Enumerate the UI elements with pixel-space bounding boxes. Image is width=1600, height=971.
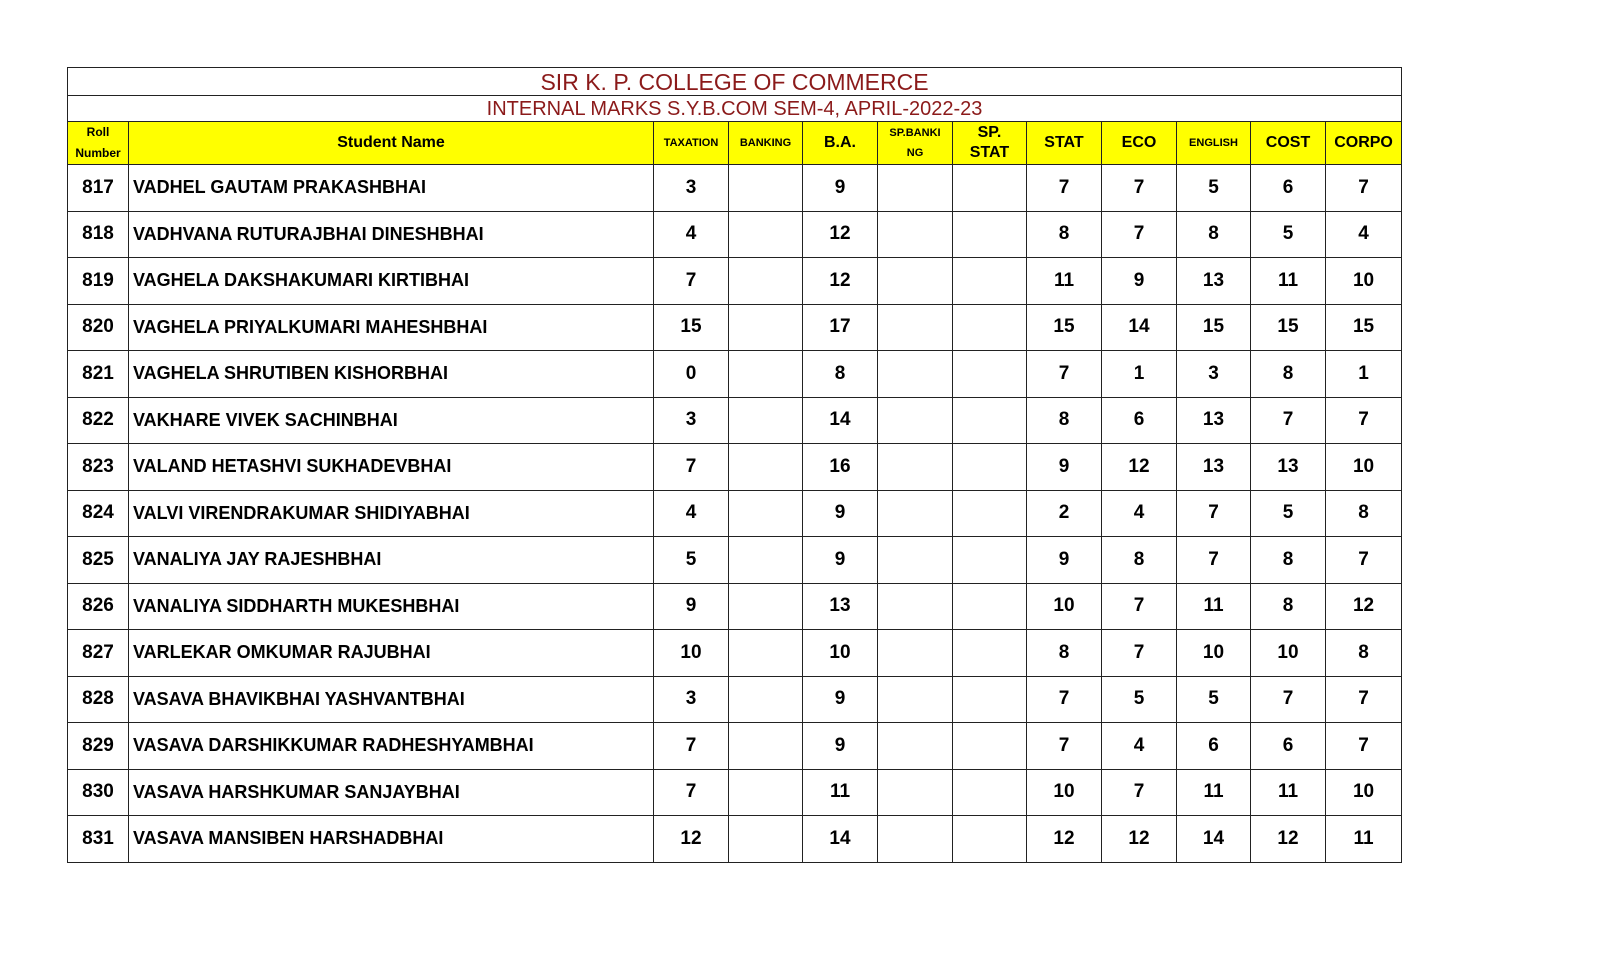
cell-english: 10 <box>1177 630 1251 677</box>
cell-sp-banking <box>878 723 953 770</box>
cell-banking <box>729 444 803 491</box>
cell-ba: 12 <box>803 211 878 258</box>
cell-eco: 6 <box>1102 397 1177 444</box>
cell-cost: 8 <box>1251 351 1326 398</box>
cell-sp-banking <box>878 397 953 444</box>
cell-sp-banking <box>878 444 953 491</box>
cell-cost: 6 <box>1251 165 1326 212</box>
cell-english: 8 <box>1177 211 1251 258</box>
cell-banking <box>729 630 803 677</box>
cell-roll: 820 <box>68 304 129 351</box>
cell-english: 15 <box>1177 304 1251 351</box>
col-header-ba: B.A. <box>803 122 878 165</box>
cell-eco: 7 <box>1102 583 1177 630</box>
cell-corpo: 7 <box>1326 723 1402 770</box>
cell-ba: 9 <box>803 165 878 212</box>
cell-cost: 8 <box>1251 583 1326 630</box>
cell-sp-banking <box>878 769 953 816</box>
cell-stat: 7 <box>1027 165 1102 212</box>
cell-stat: 10 <box>1027 583 1102 630</box>
cell-roll: 830 <box>68 769 129 816</box>
cell-taxation: 9 <box>654 583 729 630</box>
cell-english: 3 <box>1177 351 1251 398</box>
cell-cost: 11 <box>1251 258 1326 305</box>
cell-corpo: 7 <box>1326 397 1402 444</box>
marks-table <box>67 67 1402 863</box>
table-row <box>68 676 1402 723</box>
cell-banking <box>729 676 803 723</box>
cell-ba: 9 <box>803 537 878 584</box>
cell-cost: 7 <box>1251 397 1326 444</box>
table-row <box>68 537 1402 584</box>
cell-ba: 12 <box>803 258 878 305</box>
cell-sp-banking <box>878 583 953 630</box>
table-row <box>68 490 1402 537</box>
cell-roll: 824 <box>68 490 129 537</box>
cell-sp-banking <box>878 676 953 723</box>
cell-ba: 13 <box>803 583 878 630</box>
cell-corpo: 7 <box>1326 165 1402 212</box>
table-row <box>68 630 1402 677</box>
cell-sp-banking <box>878 165 953 212</box>
cell-stat: 8 <box>1027 630 1102 677</box>
cell-corpo: 10 <box>1326 444 1402 491</box>
cell-corpo: 10 <box>1326 769 1402 816</box>
cell-name: VASAVA MANSIBEN HARSHADBHAI <box>129 816 654 863</box>
cell-ba: 9 <box>803 490 878 537</box>
table-row <box>68 723 1402 770</box>
col-header-corpo: CORPO <box>1326 122 1402 165</box>
cell-cost: 8 <box>1251 537 1326 584</box>
cell-taxation: 0 <box>654 351 729 398</box>
cell-taxation: 12 <box>654 816 729 863</box>
cell-name: VADHVANA RUTURAJBHAI DINESHBHAI <box>129 211 654 258</box>
cell-taxation: 3 <box>654 397 729 444</box>
cell-roll: 823 <box>68 444 129 491</box>
cell-taxation: 3 <box>654 676 729 723</box>
cell-stat: 8 <box>1027 211 1102 258</box>
table-row <box>68 258 1402 305</box>
cell-sp-banking <box>878 258 953 305</box>
col-header-student-name: Student Name <box>129 122 654 165</box>
cell-sp-stat <box>953 769 1027 816</box>
cell-english: 11 <box>1177 769 1251 816</box>
cell-banking <box>729 211 803 258</box>
cell-english: 13 <box>1177 258 1251 305</box>
table-row <box>68 304 1402 351</box>
cell-corpo: 1 <box>1326 351 1402 398</box>
cell-english: 5 <box>1177 676 1251 723</box>
cell-eco: 4 <box>1102 490 1177 537</box>
cell-stat: 2 <box>1027 490 1102 537</box>
cell-roll: 827 <box>68 630 129 677</box>
col-header-english: ENGLISH <box>1177 122 1251 165</box>
cell-sp-banking <box>878 490 953 537</box>
college-title: SIR K. P. COLLEGE OF COMMERCE <box>68 68 1402 96</box>
cell-eco: 5 <box>1102 676 1177 723</box>
cell-stat: 9 <box>1027 444 1102 491</box>
cell-cost: 15 <box>1251 304 1326 351</box>
cell-ba: 17 <box>803 304 878 351</box>
cell-corpo: 10 <box>1326 258 1402 305</box>
cell-sp-banking <box>878 211 953 258</box>
cell-name: VAGHELA SHRUTIBEN KISHORBHAI <box>129 351 654 398</box>
cell-name: VAGHELA PRIYALKUMARI MAHESHBHAI <box>129 304 654 351</box>
cell-banking <box>729 304 803 351</box>
cell-sp-stat <box>953 676 1027 723</box>
col-header-banking: BANKING <box>729 122 803 165</box>
cell-sp-banking <box>878 304 953 351</box>
cell-eco: 8 <box>1102 537 1177 584</box>
cell-sp-banking <box>878 537 953 584</box>
cell-roll: 831 <box>68 816 129 863</box>
cell-stat: 7 <box>1027 351 1102 398</box>
cell-ba: 9 <box>803 723 878 770</box>
cell-stat: 8 <box>1027 397 1102 444</box>
cell-english: 13 <box>1177 444 1251 491</box>
cell-taxation: 4 <box>654 490 729 537</box>
cell-corpo: 12 <box>1326 583 1402 630</box>
cell-eco: 7 <box>1102 165 1177 212</box>
cell-roll: 817 <box>68 165 129 212</box>
cell-roll: 826 <box>68 583 129 630</box>
cell-ba: 14 <box>803 397 878 444</box>
cell-banking <box>729 258 803 305</box>
cell-name: VANALIYA JAY RAJESHBHAI <box>129 537 654 584</box>
cell-name: VAGHELA DAKSHAKUMARI KIRTIBHAI <box>129 258 654 305</box>
cell-banking <box>729 537 803 584</box>
cell-roll: 828 <box>68 676 129 723</box>
cell-eco: 7 <box>1102 769 1177 816</box>
cell-english: 14 <box>1177 816 1251 863</box>
table-row <box>68 211 1402 258</box>
cell-english: 13 <box>1177 397 1251 444</box>
cell-corpo: 7 <box>1326 676 1402 723</box>
cell-stat: 15 <box>1027 304 1102 351</box>
cell-corpo: 8 <box>1326 490 1402 537</box>
cell-taxation: 5 <box>654 537 729 584</box>
cell-eco: 14 <box>1102 304 1177 351</box>
cell-sp-stat <box>953 397 1027 444</box>
cell-taxation: 15 <box>654 304 729 351</box>
cell-eco: 1 <box>1102 351 1177 398</box>
cell-eco: 4 <box>1102 723 1177 770</box>
cell-cost: 13 <box>1251 444 1326 491</box>
cell-sp-banking <box>878 630 953 677</box>
cell-taxation: 7 <box>654 444 729 491</box>
cell-sp-stat <box>953 258 1027 305</box>
cell-sp-stat <box>953 490 1027 537</box>
cell-banking <box>729 816 803 863</box>
cell-corpo: 7 <box>1326 537 1402 584</box>
cell-sp-stat <box>953 444 1027 491</box>
cell-roll: 825 <box>68 537 129 584</box>
cell-name: VARLEKAR OMKUMAR RAJUBHAI <box>129 630 654 677</box>
cell-stat: 11 <box>1027 258 1102 305</box>
cell-ba: 11 <box>803 769 878 816</box>
cell-stat: 12 <box>1027 816 1102 863</box>
col-header-eco: ECO <box>1102 122 1177 165</box>
col-header-roll: Roll Number <box>68 122 129 165</box>
cell-cost: 7 <box>1251 676 1326 723</box>
cell-english: 6 <box>1177 723 1251 770</box>
cell-sp-stat <box>953 211 1027 258</box>
cell-ba: 9 <box>803 676 878 723</box>
cell-ba: 14 <box>803 816 878 863</box>
cell-name: VAKHARE VIVEK SACHINBHAI <box>129 397 654 444</box>
cell-taxation: 7 <box>654 723 729 770</box>
cell-banking <box>729 165 803 212</box>
cell-sp-stat <box>953 816 1027 863</box>
cell-name: VADHEL GAUTAM PRAKASHBHAI <box>129 165 654 212</box>
cell-cost: 5 <box>1251 490 1326 537</box>
cell-sp-stat <box>953 351 1027 398</box>
cell-sp-stat <box>953 165 1027 212</box>
cell-roll: 818 <box>68 211 129 258</box>
cell-eco: 7 <box>1102 630 1177 677</box>
col-header-taxation: TAXATION <box>654 122 729 165</box>
cell-sp-stat <box>953 304 1027 351</box>
cell-sp-stat <box>953 723 1027 770</box>
cell-eco: 7 <box>1102 211 1177 258</box>
cell-eco: 12 <box>1102 816 1177 863</box>
table-row <box>68 397 1402 444</box>
cell-cost: 5 <box>1251 211 1326 258</box>
cell-corpo: 8 <box>1326 630 1402 677</box>
cell-ba: 16 <box>803 444 878 491</box>
cell-banking <box>729 723 803 770</box>
table-row <box>68 583 1402 630</box>
cell-roll: 829 <box>68 723 129 770</box>
cell-name: VASAVA DARSHIKKUMAR RADHESHYAMBHAI <box>129 723 654 770</box>
cell-ba: 8 <box>803 351 878 398</box>
cell-stat: 7 <box>1027 676 1102 723</box>
cell-stat: 7 <box>1027 723 1102 770</box>
cell-stat: 10 <box>1027 769 1102 816</box>
document-subtitle: INTERNAL MARKS S.Y.B.COM SEM-4, APRIL-2022-23 <box>68 96 1402 122</box>
cell-eco: 9 <box>1102 258 1177 305</box>
cell-banking <box>729 397 803 444</box>
cell-taxation: 7 <box>654 769 729 816</box>
cell-name: VASAVA HARSHKUMAR SANJAYBHAI <box>129 769 654 816</box>
cell-english: 7 <box>1177 537 1251 584</box>
cell-sp-banking <box>878 351 953 398</box>
cell-sp-stat <box>953 630 1027 677</box>
cell-name: VANALIYA SIDDHARTH MUKESHBHAI <box>129 583 654 630</box>
table-row <box>68 816 1402 863</box>
cell-english: 7 <box>1177 490 1251 537</box>
cell-name: VALVI VIRENDRAKUMAR SHIDIYABHAI <box>129 490 654 537</box>
cell-sp-stat <box>953 537 1027 584</box>
cell-sp-banking <box>878 816 953 863</box>
col-header-sp-banking: SP.BANKI NG <box>878 122 953 165</box>
cell-english: 11 <box>1177 583 1251 630</box>
cell-corpo: 11 <box>1326 816 1402 863</box>
cell-taxation: 4 <box>654 211 729 258</box>
col-header-cost: COST <box>1251 122 1326 165</box>
cell-cost: 11 <box>1251 769 1326 816</box>
cell-eco: 12 <box>1102 444 1177 491</box>
cell-banking <box>729 351 803 398</box>
cell-roll: 822 <box>68 397 129 444</box>
cell-banking <box>729 490 803 537</box>
cell-roll: 819 <box>68 258 129 305</box>
cell-stat: 9 <box>1027 537 1102 584</box>
cell-cost: 6 <box>1251 723 1326 770</box>
table-row <box>68 444 1402 491</box>
cell-corpo: 4 <box>1326 211 1402 258</box>
cell-taxation: 3 <box>654 165 729 212</box>
table-row <box>68 351 1402 398</box>
cell-roll: 821 <box>68 351 129 398</box>
cell-sp-stat <box>953 583 1027 630</box>
cell-cost: 10 <box>1251 630 1326 677</box>
cell-banking <box>729 769 803 816</box>
header-row <box>68 122 1402 165</box>
cell-cost: 12 <box>1251 816 1326 863</box>
table-row <box>68 165 1402 212</box>
cell-taxation: 10 <box>654 630 729 677</box>
cell-english: 5 <box>1177 165 1251 212</box>
cell-corpo: 15 <box>1326 304 1402 351</box>
cell-name: VALAND HETASHVI SUKHADEVBHAI <box>129 444 654 491</box>
cell-banking <box>729 583 803 630</box>
cell-name: VASAVA BHAVIKBHAI YASHVANTBHAI <box>129 676 654 723</box>
table-row <box>68 769 1402 816</box>
col-header-stat: STAT <box>1027 122 1102 165</box>
cell-ba: 10 <box>803 630 878 677</box>
col-header-sp-stat: SP. STAT <box>953 122 1027 165</box>
cell-taxation: 7 <box>654 258 729 305</box>
